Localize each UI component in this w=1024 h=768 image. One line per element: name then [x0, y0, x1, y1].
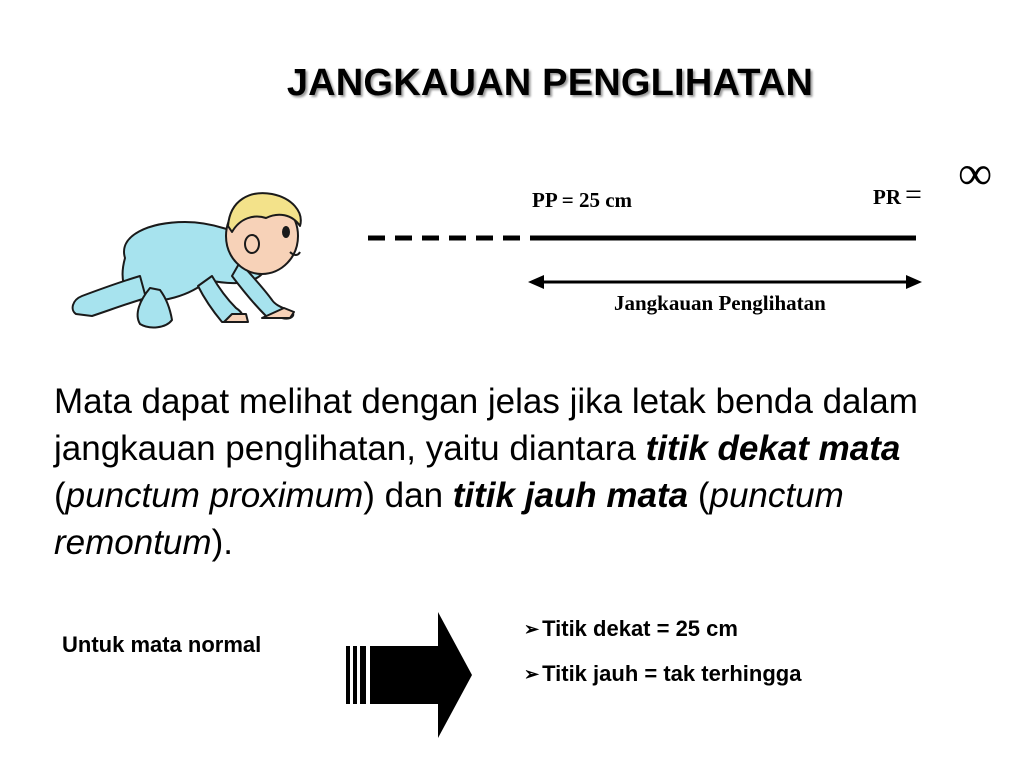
near-point-label: PP = 25 cm [532, 188, 633, 212]
paragraph-text-9: ). [211, 523, 233, 562]
conclusion-list [524, 614, 801, 704]
crawling-baby-illustration [73, 193, 301, 327]
arrow-bullet-icon: ➢ [524, 618, 540, 639]
paragraph-text-3: ( [54, 476, 66, 515]
normal-eye-label: Untuk mata normal [62, 632, 262, 657]
infinity-symbol: ∞ [958, 147, 993, 200]
slide-title: JANGKAUAN PENGLIHATAN [286, 62, 814, 104]
range-label: Jangkauan Penglihatan [614, 291, 826, 315]
term-punctum-remontum: punctum remontum [54, 476, 844, 562]
term-punctum-proximum: punctum proximum [65, 476, 364, 515]
explanation-paragraph [54, 378, 974, 566]
paragraph-text-5: ) dan [363, 476, 453, 515]
near-point-value: Titik dekat = 25 cm [542, 616, 738, 641]
far-point-text: PR [873, 185, 901, 209]
list-item [524, 659, 801, 689]
block-arrow-icon [346, 612, 472, 738]
term-far-point: titik jauh mata [452, 476, 689, 515]
arrow-bullet-icon: ➢ [524, 663, 540, 684]
range-double-arrow [528, 275, 922, 289]
paragraph-text-7: ( [688, 476, 710, 515]
far-point-value: Titik jauh = tak terhingga [542, 661, 802, 686]
paragraph-text-1: Mata dapat melihat dengan jelas jika letak benda dalam jangkauan penglihatan, yaitu diantara [54, 382, 918, 468]
term-near-point: titik dekat mata [645, 429, 901, 468]
list-item [524, 614, 801, 644]
far-point-equals: = [905, 178, 922, 211]
far-point-label [873, 178, 922, 212]
